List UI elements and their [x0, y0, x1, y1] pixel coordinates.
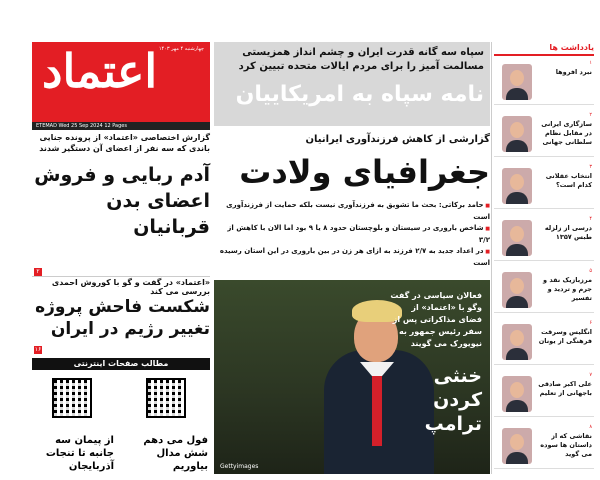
page-badge: ۲ — [34, 268, 42, 276]
note-number: ۱ — [589, 60, 592, 66]
note-text: علی اکبر صادقی باجهانی از تعلیم — [538, 380, 592, 397]
top-story-kicker: سپاه سه گانه قدرت ایران و چشم انداز همزیستی مسالمت آمیز را برای مردم ایالات متحده تبیین کرد — [238, 47, 484, 72]
note-number: ۶ — [589, 320, 592, 326]
top-story-box[interactable] — [214, 42, 490, 126]
masthead-logo: اعتماد — [42, 44, 158, 98]
note-number: ۳ — [589, 164, 592, 170]
note-number: ۲ — [589, 112, 592, 118]
note-item[interactable] — [494, 266, 594, 313]
note-item[interactable] — [494, 370, 594, 417]
left-story2-headline[interactable]: شکست فاحش پروژه تغییر رژیم در ایران — [35, 297, 210, 339]
note-text: سازگاری ایرانی در مقابل نظام سلطانی جهانی — [541, 120, 592, 146]
author-avatar — [502, 376, 532, 412]
photo-kicker: فعالان سیاسی در گفت وگو با «اعتماد» از فضای مذاکراتی پس از سفر رئیس جمهور به نیویورک می گویند — [390, 291, 482, 348]
note-text: نبرد افروها — [555, 68, 592, 76]
center-bullet: ■ در اعداد جدید به ۲/۷ فرزند به ازای هر زن در بین باروری در این استان رسیده است — [214, 246, 490, 269]
note-item[interactable] — [494, 422, 594, 469]
main-photo[interactable] — [214, 280, 490, 474]
author-avatar — [502, 272, 532, 308]
note-number: ۵ — [589, 268, 592, 274]
left-story1-headline[interactable]: آدم ربایی و فروش اعضای بدن قربانیان — [34, 164, 210, 238]
photo-tie — [372, 376, 382, 446]
column-divider — [491, 42, 492, 474]
left-story1-kicker: گزارش اختصاصی «اعتماد» از پرونده جنایی باندی که سه نفر از اعضای آن دستگیر شدند — [39, 133, 210, 153]
author-avatar — [502, 324, 532, 360]
center-bullet: ■ حامد برکاتی: بحث ما تشویق به فرزندآوری نیست بلکه حمایت از فرزندآوری است — [214, 200, 490, 223]
author-avatar — [502, 116, 532, 152]
note-text: نقاشی که از داستان ها سوده می گوید — [540, 432, 592, 458]
left-story2-kicker: «اعتماد» در گفت و گو با کوروش احمدی بررسی می کند — [51, 278, 210, 296]
note-item[interactable] — [494, 214, 594, 261]
newspaper-front-page — [28, 40, 594, 476]
note-item[interactable] — [494, 162, 594, 209]
author-avatar — [502, 168, 532, 204]
center-bullets — [214, 200, 490, 269]
masthead-dateline: چهارشنبه ۴ مهر ۱۴۰۳ — [158, 46, 204, 52]
center-bullet: ■ شاخص باروری در سیستان و بلوچستان حدود ۸ یا ۹ بود اما الان با کاهش از ۳/۲ — [214, 223, 490, 246]
note-number: ۴ — [589, 216, 592, 222]
masthead — [32, 42, 210, 122]
note-text: انگلیس وسرقت فرهنگی از یونان — [538, 328, 592, 345]
qr-code-icon[interactable] — [52, 378, 92, 418]
note-item[interactable] — [494, 318, 594, 365]
left-bottom-story-right[interactable]: فول می دهم شش مدال بیاوریم — [143, 435, 208, 472]
center-kicker: گزارشی از کاهش فرزندآوری ایرانیان — [305, 134, 490, 145]
left-bottom-story-left[interactable]: از پیمان سه جانبه تا تنجات آذربایجان — [45, 435, 114, 472]
note-item[interactable] — [494, 110, 594, 157]
note-text: انتخاب عقلانی کدام است؟ — [545, 172, 592, 189]
author-avatar — [502, 64, 532, 100]
notes-title: یادداشت ها — [494, 42, 594, 56]
photo-headline: خنثی کردن ترامپ — [424, 365, 482, 435]
masthead-strip-text: ETEMAD Wed 25 Sep 2024 12 Pages — [36, 123, 127, 129]
note-number: ۸ — [589, 424, 592, 430]
photo-credit: Gettyimages — [220, 463, 259, 470]
page-badge: ۱۶ — [34, 346, 42, 353]
internet-pages-bar: مطالب صفحات اینترنتی — [32, 358, 210, 370]
author-avatar — [502, 428, 532, 464]
author-avatar — [502, 220, 532, 256]
note-item[interactable] — [494, 58, 594, 105]
masthead-strip — [32, 122, 210, 130]
top-story-headline: نامه سپاه به امریکاییان — [235, 82, 484, 107]
qr-code-icon[interactable] — [146, 378, 186, 418]
divider — [32, 276, 210, 277]
note-text: درسی از زلزله طبس ۱۳۵۷ — [544, 224, 592, 241]
note-number: ۷ — [589, 372, 592, 378]
note-text: مرزبازیک نقد و جرم و تردید و تفسیر — [543, 276, 592, 302]
center-headline[interactable]: جغرافیای ولادت — [239, 153, 490, 191]
